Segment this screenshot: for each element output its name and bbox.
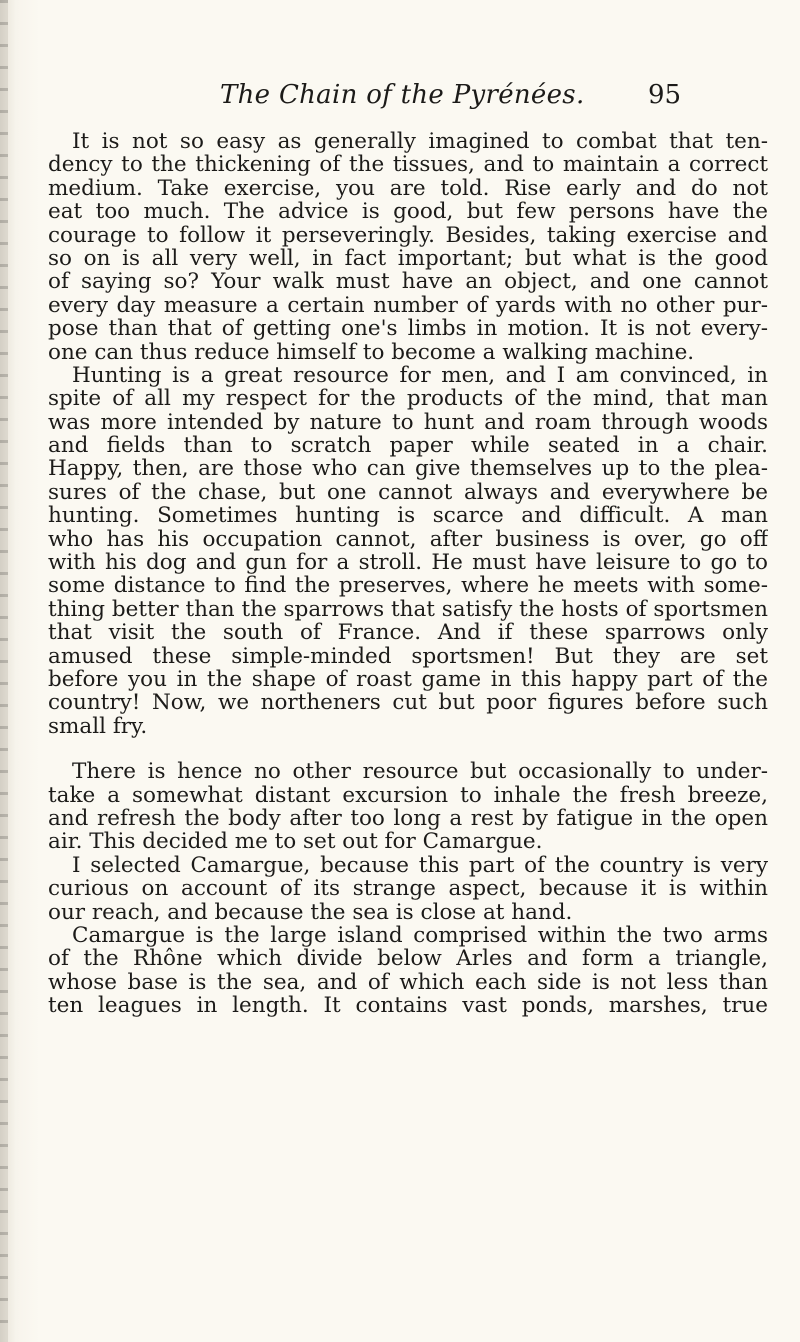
text-line: small fry. — [48, 714, 148, 739]
paragraph — [48, 364, 768, 738]
text-line: our reach, and because the sea is close at hand. — [48, 900, 573, 924]
text-line: of the Rhône which divide below Arles and form a triangle, — [48, 947, 768, 971]
paragraph — [48, 924, 768, 1018]
text-line: and refresh the body after too long a rest by fatigue in the open — [48, 806, 768, 831]
text-line: with his dog and gun for a stroll. He must have leisure to go to — [48, 551, 768, 575]
text-line: who has his occupation cannot, after business is over, go off — [48, 527, 768, 552]
text-line: thing better than the sparrows that satisfy the hosts of sportsmen — [48, 597, 768, 622]
text-line: It is not so easy as generally imagined to combat that ten- — [72, 130, 768, 154]
text-line: Hunting is a great resource for men, and I am convinced, in — [72, 363, 768, 388]
text-line: dency to the thickening of the tissues, and to maintain a correct — [48, 153, 768, 177]
paragraph — [48, 854, 768, 924]
text-line: country! Now, we northeners cut but poor figures before such — [48, 691, 768, 715]
text-line: amused these simple-minded sportsmen! But they are set — [48, 644, 768, 668]
running-title: The Chain of the Pyrénées. — [220, 80, 585, 110]
paragraph — [48, 760, 768, 854]
text-line: sures of the chase, but one cannot always and everywhere be — [48, 480, 768, 505]
text-line: some distance to find the preserves, where he meets with some- — [48, 574, 768, 598]
text-line: ten leagues in length. It contains vast ponds, marshes, true — [48, 994, 768, 1018]
text-line: spite of all my respect for the products of the mind, that man — [48, 387, 768, 411]
text-line: air. This decided me to set out for Camargue. — [48, 830, 543, 854]
text-line: every day measure a certain number of yards with no other pur- — [48, 293, 768, 318]
text-line: pose than that of getting one's limbs in motion. It is not every- — [48, 317, 768, 341]
paragraph — [48, 130, 768, 364]
text-line: that visit the south of France. And if these sparrows only — [48, 621, 768, 645]
text-line: whose base is the sea, and of which each side is not less than — [48, 970, 768, 995]
text-line: Camargue is the large island comprised within the two arms — [72, 923, 768, 948]
text-line: so on is all very well, in fact important; but what is the good — [48, 246, 768, 271]
paragraph-gap — [48, 738, 768, 760]
page-number: 95 — [648, 80, 682, 110]
text-line: curious on account of its strange aspect, because it is within — [48, 877, 768, 901]
text-line: and fields than to scratch paper while seated in a chair. — [48, 434, 768, 458]
text-line: before you in the shape of roast game in this happy part of the — [48, 667, 768, 692]
text-line: hunting. Sometimes hunting is scarce and difficult. A man — [48, 504, 768, 528]
body-text — [48, 130, 768, 1017]
text-line: take a somewhat distant excursion to inhale the fresh breeze, — [48, 783, 768, 807]
text-line: of saying so? Your walk must have an object, and one cannot — [48, 270, 768, 294]
text-line: was more intended by nature to hunt and roam through woods — [48, 410, 768, 435]
binding-edge — [0, 0, 8, 1342]
page-header — [0, 80, 800, 120]
text-line: medium. Take exercise, you are told. Rise early and do not — [48, 176, 768, 201]
text-line: courage to follow it perseveringly. Besides, taking exercise and — [48, 223, 768, 247]
text-line: one can thus reduce himself to become a walking machine. — [48, 340, 695, 364]
text-line: eat too much. The advice is good, but few persons have the — [48, 200, 768, 224]
text-line: I selected Camargue, because this part of the country is very — [72, 853, 768, 878]
text-line: There is hence no other resource but occasionally to under- — [72, 760, 768, 784]
text-line: Happy, then, are those who can give themselves up to the plea- — [48, 457, 768, 481]
